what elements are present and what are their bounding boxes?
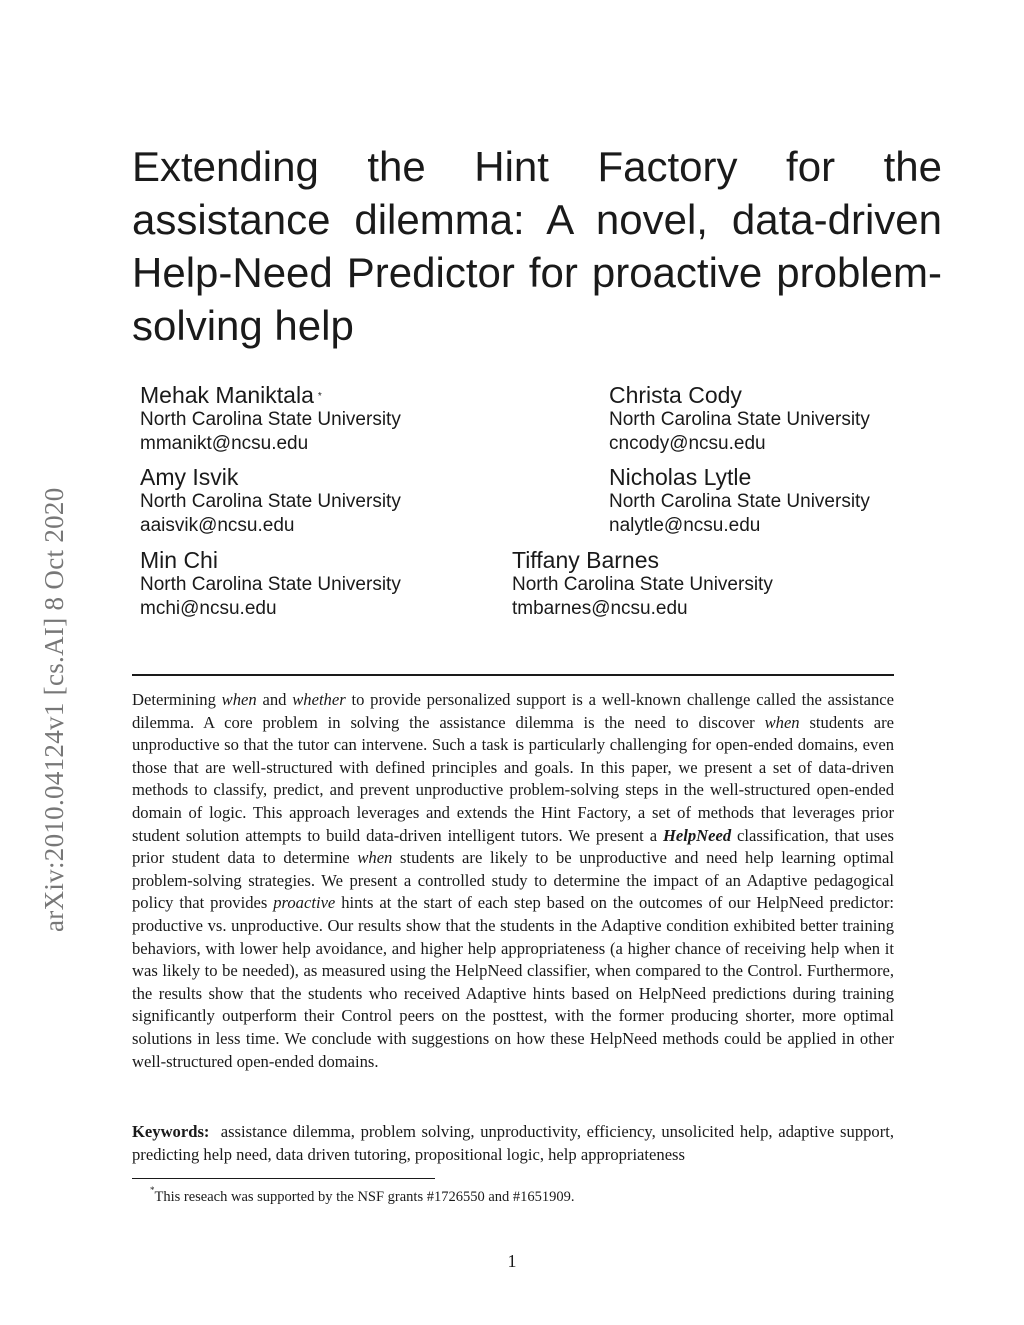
emphasis: proactive (273, 893, 336, 913)
helpneed-term: HelpNeed (662, 825, 732, 845)
author-email: aaisvik@ncsu.edu (140, 515, 295, 536)
footnote-mark: * (150, 1185, 155, 1195)
footnote-text: This reseach was supported by the NSF grants #1726550 and #1651909. (154, 1188, 575, 1205)
abstract-top-rule (132, 674, 894, 676)
author-affiliation: North Carolina State University (609, 409, 870, 430)
author-email: cncody@ncsu.edu (609, 433, 766, 454)
keywords-text: assistance dilemma, problem solving, unproductivity, efficiency, unsolicited help, adaptive support, predicting help need, data driven tutoring, propositional logic, help appropriateness (132, 1122, 894, 1164)
keywords-label: Keywords: (132, 1122, 210, 1141)
arxiv-id-text: arXiv:2010.04124v1 [cs.AI] 8 Oct 2020 (39, 487, 69, 932)
emphasis: when (357, 848, 393, 868)
author-name: Min Chi (140, 547, 218, 573)
paper-title: Extending the Hint Factory for the assistance dilemma: A novel, data-driven Help-Need Predictor for proactive problem-solving help (132, 143, 942, 349)
page-number: 1 (507, 1251, 517, 1271)
footnote-rule (132, 1178, 435, 1179)
author-email: mmanikt@ncsu.edu (140, 433, 309, 454)
author-affiliation: North Carolina State University (140, 409, 401, 430)
abstract: Determining when and whether to provide personalized support is a well-known challenge called the assistance dilemma. A core problem in solving the assistance dilemma is the need to discover when students are unproductive so that the tutor can intervene. Such a task is particularly challenging for open-ended domains, even those that are well-structured with defined principles and goals. In this paper, we present a set of data-driven methods to classify, predict, and prevent unproductive problem-solving steps in the well-structured open-ended domain of logic. This approach leverages and extends the Hint Factory, a set of methods that leverages prior student solution attempts to build data-driven intelligent tutors. We present a HelpNeed classification, that uses prior student data to determine when students are likely to be unproductive and need help learning optimal problem-solving strategies. We present a controlled study to determine the impact of an Adaptive pedagogical policy that provides proactive hints at the start of each step based on the outcomes of our HelpNeed predictor: productive vs. unproductive. Our results show that the students in the Adaptive condition exhibited better training behaviors, with lower help avoidance, and higher help appropriateness (a higher chance of receiving help when it was likely to be needed), as measured using the HelpNeed classifier, when compared to the Control. Furthermore, the results show that the students who received Adaptive hints based on HelpNeed predictions during training significantly outperform their Control peers on the posttest, with the former producing shorter, more optimal solutions in less time. We conclude with suggestions on how these HelpNeed methods could be applied in other well-structured open-ended domains. (132, 690, 894, 1071)
author-block (140, 382, 401, 456)
author-affiliation: North Carolina State University (140, 574, 401, 595)
author-block (140, 547, 401, 621)
emphasis: when (221, 690, 257, 709)
arxiv-identifier-stamp (36, 376, 72, 932)
emphasis: when (764, 712, 800, 732)
footnote (150, 1182, 890, 1207)
emphasis: whether (292, 690, 346, 709)
keywords (132, 1121, 894, 1166)
author-affiliation: North Carolina State University (512, 574, 773, 595)
author-block (609, 382, 870, 456)
author-email: mchi@ncsu.edu (140, 598, 277, 619)
author-block (512, 547, 773, 621)
author-name: Christa Cody (609, 382, 742, 408)
author-affiliation: North Carolina State University (609, 491, 870, 512)
author-email: tmbarnes@ncsu.edu (512, 598, 688, 619)
author-block (140, 464, 401, 538)
author-affiliation: North Carolina State University (140, 491, 401, 512)
author-name: Nicholas Lytle (609, 464, 752, 490)
footnote-marker: * (317, 391, 322, 402)
author-name: Mehak Maniktala (140, 382, 314, 408)
author-email: nalytle@ncsu.edu (609, 515, 761, 536)
author-name: Tiffany Barnes (512, 547, 660, 573)
author-block (609, 464, 870, 538)
author-name: Amy Isvik (140, 464, 239, 490)
